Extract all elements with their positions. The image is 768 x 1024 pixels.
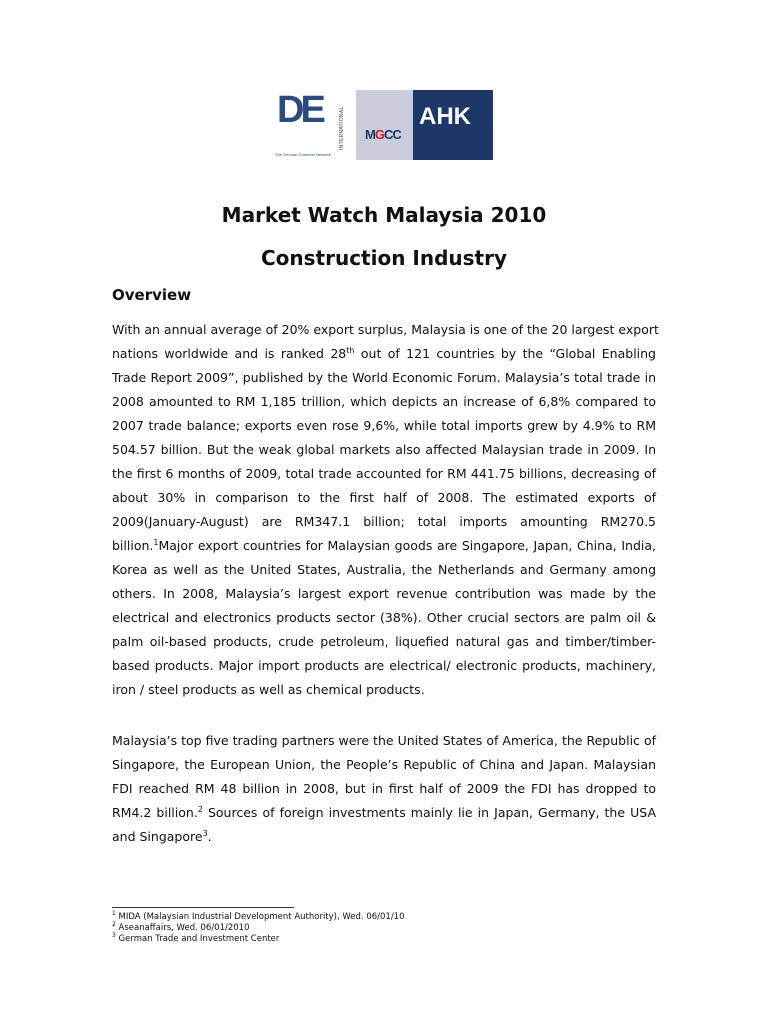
text-line: With an annual average of 20% export surplus, Malaysia is one of the 20 largest export xyxy=(112,322,659,337)
ahk-logo xyxy=(413,90,493,160)
footnote-item: $^3$ German Trade and Investment Center xyxy=(112,932,280,944)
text-line: RM4.2 billion.$^2$ Sources of foreign investments mainly lie in Japan, Germany, the USA xyxy=(112,804,656,820)
text-line: billion.$^1$Major export countries for Malaysian goods are Singapore, Japan, China, India, xyxy=(112,537,656,553)
header-logos xyxy=(275,86,493,160)
ahk-logo-text: AHK xyxy=(419,103,471,130)
de-logo-vertical-text: INTERNATIONAL xyxy=(339,106,345,150)
de-logo-letters: DE xyxy=(277,89,322,131)
text-line: 2008 amounted to RM 1,185 trillion, which depicts an increase of 6,8% compared to xyxy=(112,394,656,409)
text-line: nations worldwide and is ranked 28th out of 121 countries by the “Global Enabling xyxy=(112,345,656,361)
overview-paragraph-1 xyxy=(112,318,659,702)
text-line: the first 6 months of 2009, total trade accounted for RM 441.75 billions, decreasing of xyxy=(112,466,656,481)
de-logo-tagline: The German Chamber Network xyxy=(275,152,331,157)
footnote-item: $^1$ MIDA (Malaysian Industrial Development Authority), Wed. 06/01/10 xyxy=(112,910,405,922)
overview-paragraph-2 xyxy=(112,729,656,849)
text-line: 2007 trade balance; exports even rose 9,6%, while total imports grew by 4.9% to RM xyxy=(112,418,656,433)
text-line: Korea as well as the United States, Australia, the Netherlands and Germany among xyxy=(112,562,656,577)
footnotes xyxy=(112,912,405,945)
de-international-logo xyxy=(275,86,347,160)
text-line: others. In 2008, Malaysia’s largest export revenue contribution was made by the xyxy=(112,586,656,601)
section-heading-overview: Overview xyxy=(112,286,192,304)
mgcc-logo-text: MGCC xyxy=(365,127,401,142)
text-line: and Singapore$^3$. xyxy=(112,828,212,844)
text-line: about 30% in comparison to the first half of 2008. The estimated exports of xyxy=(112,490,656,505)
text-line: 2009(January-August) are RM347.1 billion; total imports amounting RM270.5 xyxy=(112,514,656,529)
document-title: Market Watch Malaysia 2010 xyxy=(221,203,547,227)
text-line: FDI reached RM 48 billion in 2008, but in first half of 2009 the FDI has dropped to xyxy=(112,781,656,796)
text-line: palm oil-based products, crude petroleum, liquefied natural gas and timber/timber- xyxy=(112,634,656,649)
text-line: Trade Report 2009”, published by the World Economic Forum. Malaysia’s total trade in xyxy=(112,370,656,385)
text-line: Malaysia’s top five trading partners were the United States of America, the Republic of xyxy=(112,733,656,748)
mgcc-logo xyxy=(356,90,413,160)
text-line: iron / steel products as well as chemical products. xyxy=(112,682,425,697)
text-line: based products. Major import products are electrical/ electronic products, machinery, xyxy=(112,658,656,673)
footnote-item: $^2$ Aseanaffairs, Wed. 06/01/2010 xyxy=(112,921,250,933)
footnote-divider xyxy=(112,907,294,908)
text-line: electrical and electronics products sector (38%). Other crucial sectors are palm oil & xyxy=(112,610,656,625)
text-line: Singapore, the European Union, the People’s Republic of China and Japan. Malaysian xyxy=(112,757,656,772)
document-subtitle: Construction Industry xyxy=(260,246,508,270)
text-line: 504.57 billion. But the weak global markets also affected Malaysian trade in 2009. In xyxy=(112,442,656,457)
